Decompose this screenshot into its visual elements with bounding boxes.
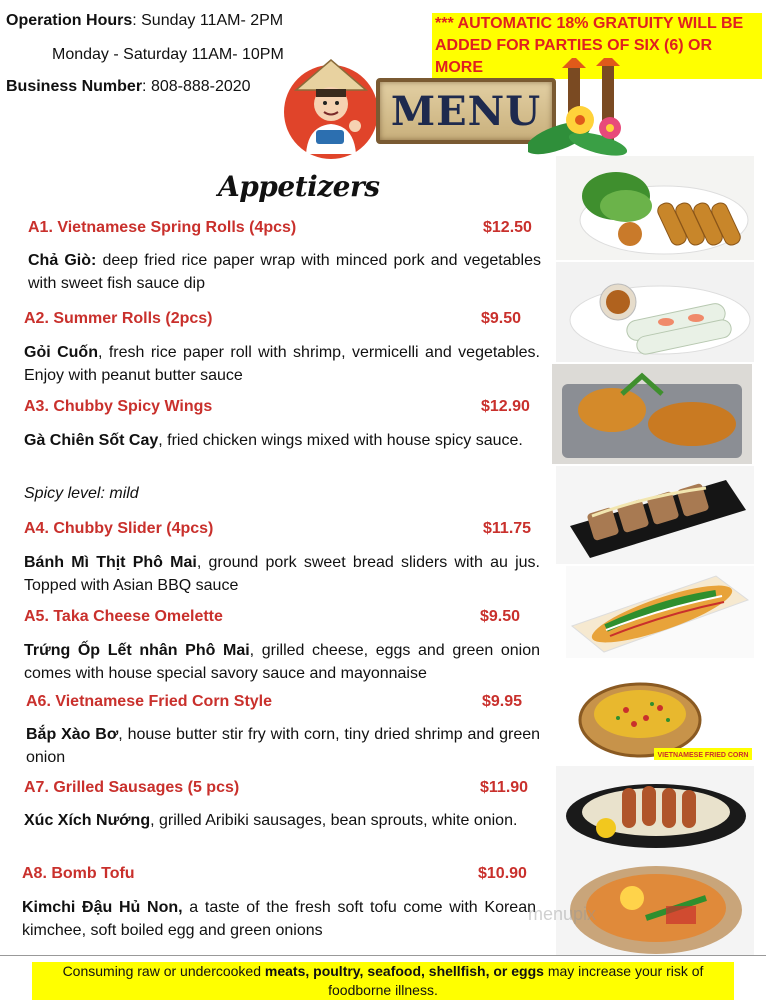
item-name: A1. Vietnamese Spring Rolls (4pcs) bbox=[28, 219, 297, 236]
item-description-text: , fried chicken wings mixed with house spicy sauce. bbox=[158, 432, 523, 449]
item-price: $11.90 bbox=[480, 779, 529, 796]
item-description bbox=[24, 639, 540, 685]
item-vietnamese-name: Bắp Xào Bơ bbox=[26, 726, 119, 743]
warning-text-bold: meats, poultry, seafood, shellfish, or eggs bbox=[264, 963, 544, 979]
item-description bbox=[24, 429, 538, 452]
item-description bbox=[28, 249, 541, 295]
item-price: $9.50 bbox=[480, 608, 521, 625]
operation-hours-label: Operation Hours bbox=[6, 12, 133, 29]
item-vietnamese-name: Gỏi Cuốn bbox=[24, 344, 98, 361]
summer-rolls-photo bbox=[556, 262, 754, 362]
item-description-text: , ground pork sweet bread sliders with au jus. Topped with Asian BBQ sauce bbox=[24, 554, 540, 594]
item-description-text: , house butter stir fry with corn, tiny dried shrimp and green onion bbox=[26, 726, 541, 766]
tiki-flower-decoration bbox=[528, 58, 764, 162]
item-description bbox=[24, 551, 540, 597]
item-name: A8. Bomb Tofu bbox=[22, 865, 135, 882]
item-vietnamese-name: Xúc Xích Nướng bbox=[24, 812, 151, 829]
item-name: A3. Chubby Spicy Wings bbox=[24, 398, 213, 415]
spicy-wings-photo bbox=[552, 364, 752, 464]
spicy-level-note: Spicy level: mild bbox=[24, 485, 139, 502]
operation-hours-sunday bbox=[6, 12, 283, 30]
footer bbox=[0, 955, 766, 1000]
item-name: A5. Taka Cheese Omelette bbox=[24, 608, 223, 625]
warning-text-pre: Consuming raw or undercooked bbox=[62, 963, 265, 979]
item-name: A6. Vietnamese Fried Corn Style bbox=[26, 693, 273, 710]
item-price: $12.90 bbox=[481, 398, 530, 415]
item-vietnamese-name: Trứng Ốp Lết nhân Phô Mai bbox=[24, 642, 250, 659]
item-price: $9.95 bbox=[482, 693, 523, 710]
operation-hours-weekdays: Monday - Saturday 11AM- 10PM bbox=[52, 46, 284, 63]
item-vietnamese-name: Bánh Mì Thịt Phô Mai bbox=[24, 554, 197, 571]
item-description bbox=[26, 723, 540, 769]
restaurant-logo bbox=[276, 56, 386, 160]
business-number-label: Business Number bbox=[6, 78, 143, 95]
cheese-omelette-photo bbox=[566, 566, 754, 658]
item-name: A2. Summer Rolls (2pcs) bbox=[24, 310, 213, 327]
item-vietnamese-name: Gà Chiên Sốt Cay bbox=[24, 432, 159, 449]
fried-corn-photo bbox=[556, 660, 754, 764]
menu-sign-text: MENU bbox=[390, 87, 542, 135]
item-name: A7. Grilled Sausages (5 pcs) bbox=[24, 779, 240, 796]
item-description bbox=[24, 809, 538, 832]
spring-rolls-photo bbox=[556, 156, 754, 260]
item-description-text: deep fried rice paper wrap with minced pork and vegetables with sweet fish sauce dip bbox=[28, 252, 542, 292]
item-vietnamese-name: Kimchi Đậu Hủ Non, bbox=[22, 899, 183, 916]
item-vietnamese-name: Chả Giò: bbox=[28, 252, 97, 269]
item-description-text: , fresh rice paper roll with shrimp, vermicelli and vegetables. Enjoy with peanut butter sauce bbox=[24, 344, 540, 384]
warning-text-post: may increase your risk of foodborne illness. bbox=[328, 963, 704, 998]
item-price: $10.90 bbox=[478, 865, 527, 882]
food-safety-warning bbox=[32, 962, 734, 1000]
watermark: menupix bbox=[528, 904, 597, 924]
item-description bbox=[24, 341, 540, 387]
item-description-text: a taste of the fresh soft tofu come with Korean kimchee, soft boiled egg and green onions bbox=[22, 899, 537, 939]
item-name: A4. Chubby Slider (4pcs) bbox=[24, 520, 214, 537]
sunday-hours-text: : Sunday 11AM- 2PM bbox=[132, 12, 284, 29]
item-price: $12.50 bbox=[483, 219, 532, 236]
grilled-sausages-photo bbox=[556, 766, 754, 858]
item-description-text: , grilled cheese, eggs and green onion comes with house special savory sauce and mayonnaise bbox=[24, 642, 540, 682]
business-phone: : 808-888-2020 bbox=[142, 78, 251, 95]
item-price: $9.50 bbox=[481, 310, 522, 327]
gratuity-notice: *** AUTOMATIC 18% GRATUITY WILL BE ADDED FOR PARTIES OF SIX (6) OR MORE bbox=[432, 13, 762, 79]
item-description bbox=[22, 896, 536, 942]
sliders-photo bbox=[556, 466, 754, 564]
business-number bbox=[6, 78, 251, 96]
item-price: $11.75 bbox=[483, 520, 532, 537]
item-description-text: , grilled Aribiki sausages, bean sprouts, white onion. bbox=[150, 812, 518, 829]
photo-caption: VIETNAMESE FRIED CORN bbox=[657, 752, 749, 759]
section-title: Appetizers bbox=[218, 170, 380, 203]
